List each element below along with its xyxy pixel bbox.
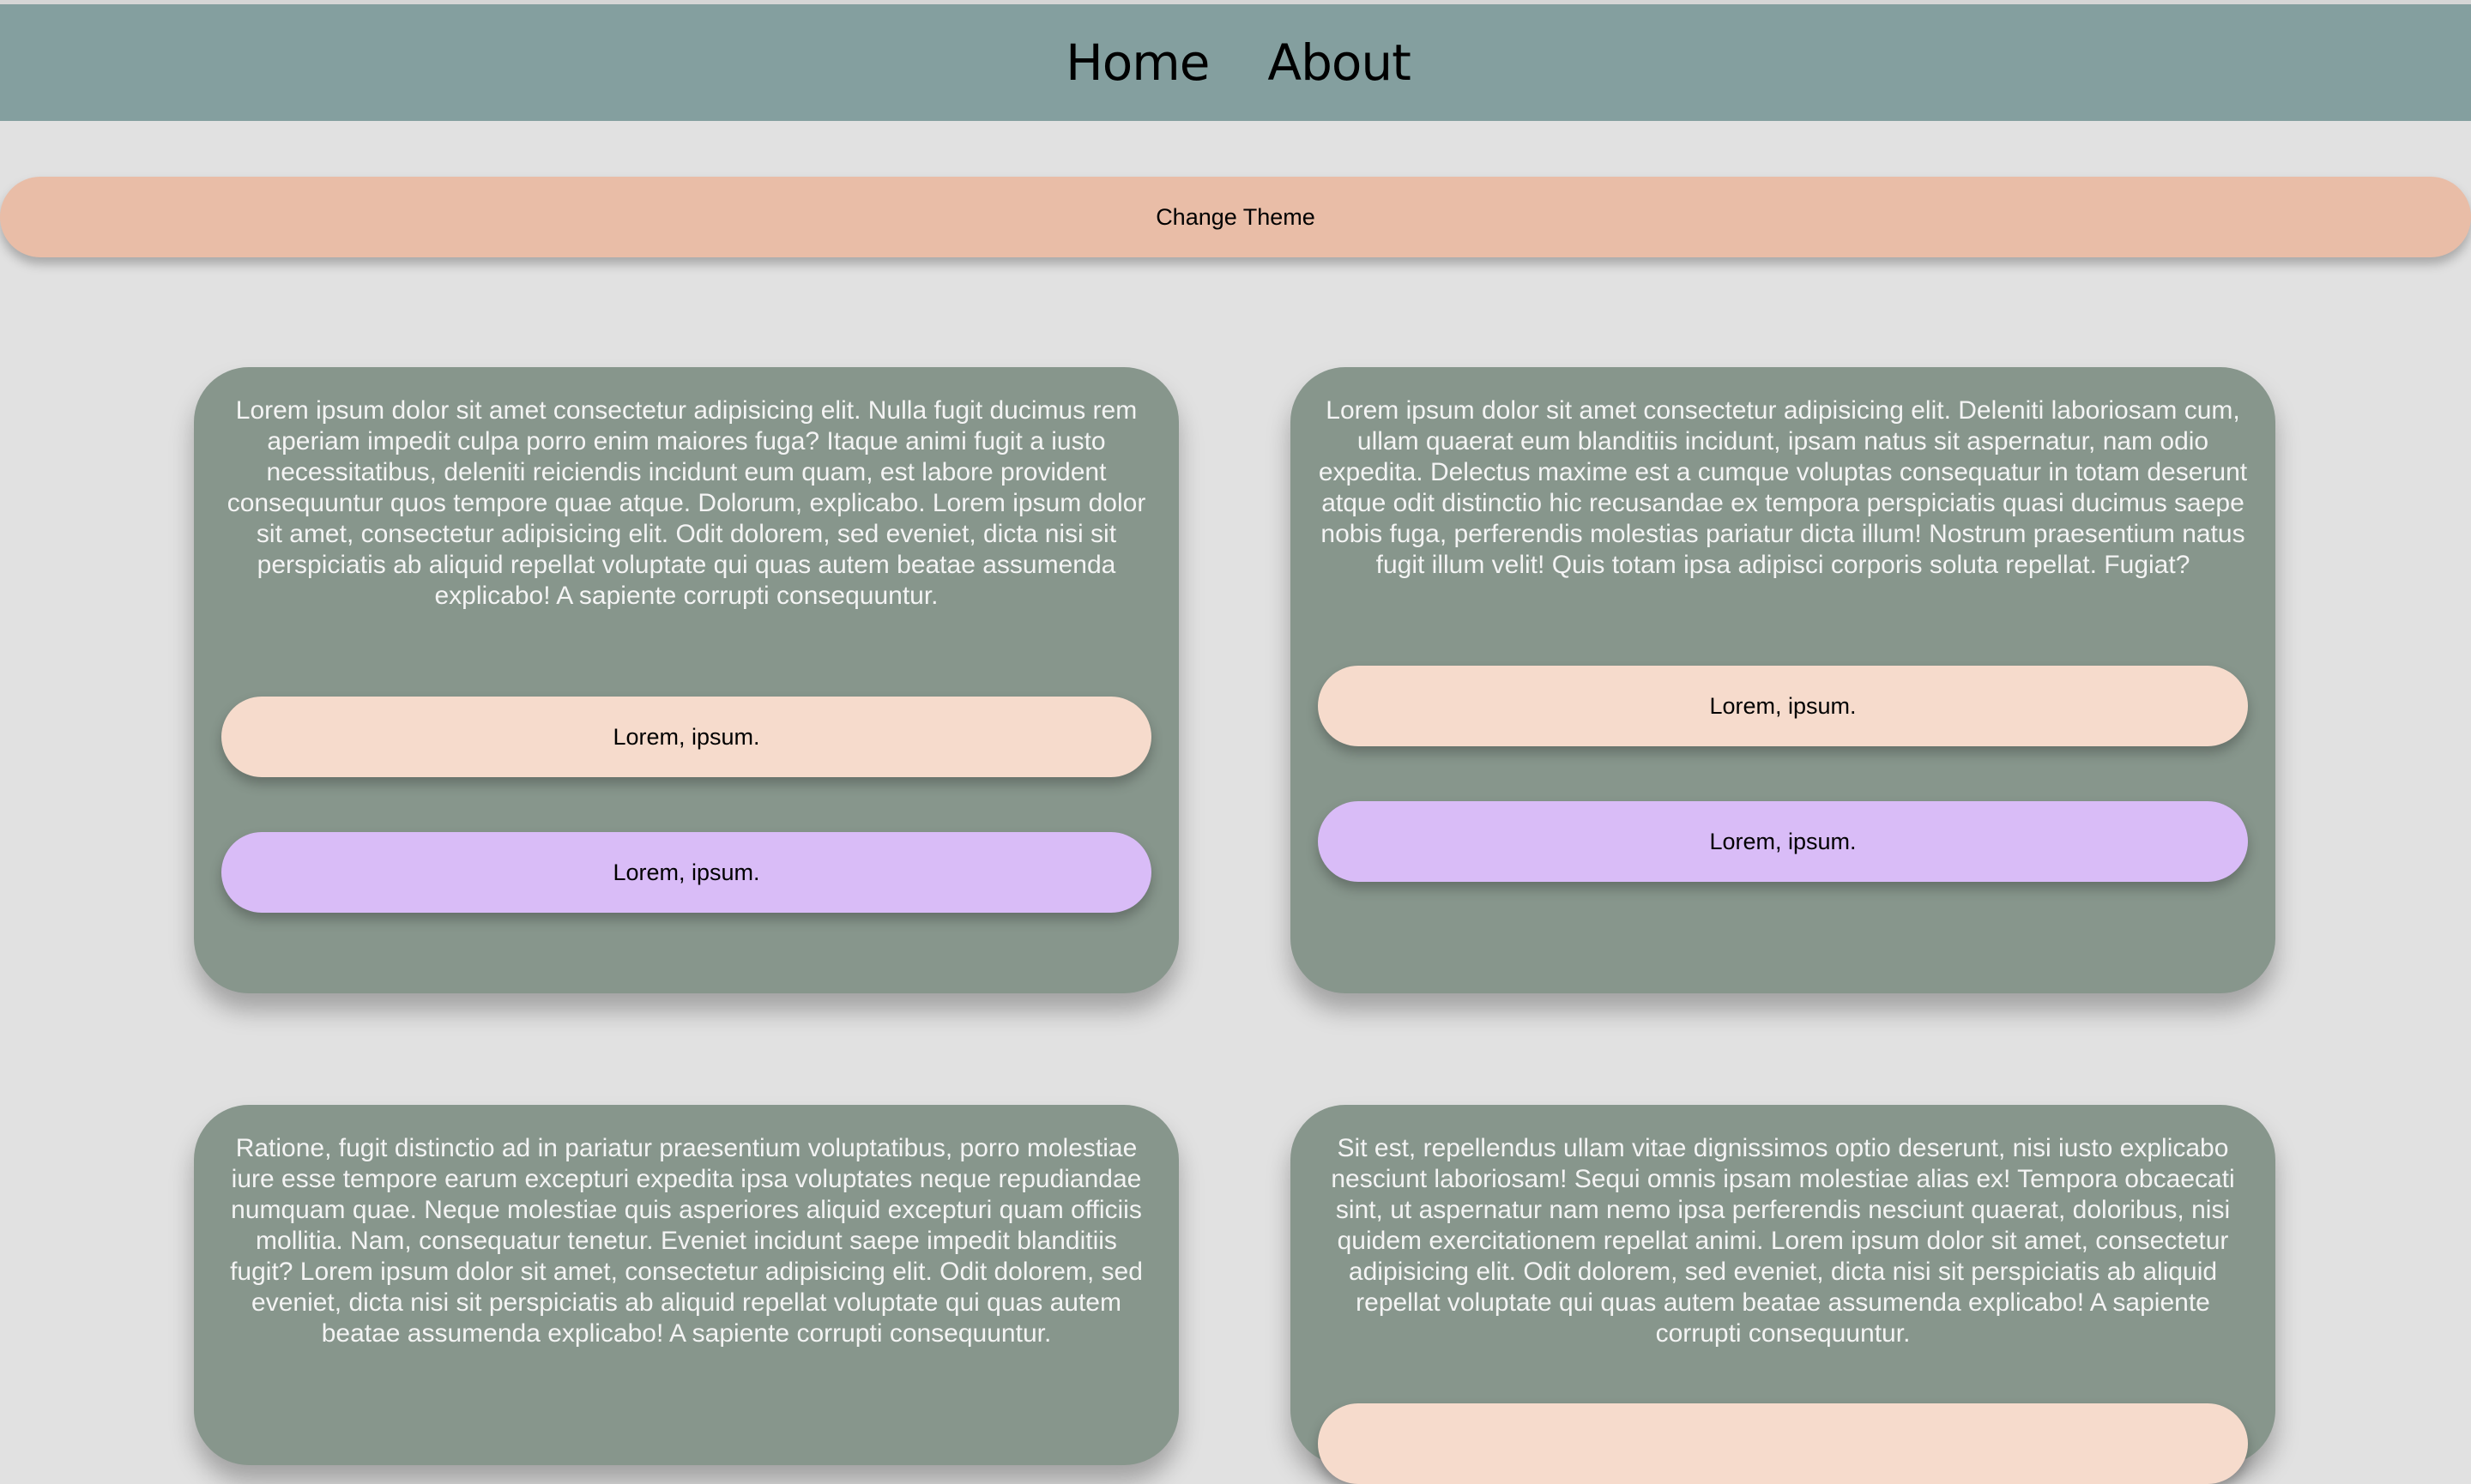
card-text: Lorem ipsum dolor sit amet consectetur adipisicing elit. Nulla fugit ducimus rem aperiam impedit culpa porro enim maiores fuga? Itaque animi fugit a iusto necessitatibus, deleniti reiciendis incidunt eum quam, est labore provident consequuntur quos tempore quae atque. Dolorum, explicabo. Lorem ipsum dolor sit amet, consectetur adipisicing elit. Odit dolorem, sed eveniet, dicta nisi sit perspiciatis ab aliquid repellat voluptate qui quas autem beatae assumenda explicabo! A sapiente corrupti consequuntur.	[227, 396, 1146, 610]
card-primary-button[interactable]: Lorem, ipsum.	[221, 697, 1151, 777]
card-primary-button[interactable]: Lorem, ipsum.	[1318, 666, 2248, 746]
change-theme-button[interactable]: Change Theme	[0, 177, 2471, 257]
card-secondary-button[interactable]: Lorem, ipsum.	[221, 832, 1151, 913]
content-card	[1290, 1105, 2275, 1465]
card-text: Sit est, repellendus ullam vitae dignissimos optio deserunt, nisi iusto explicabo nesciunt laboriosam! Sequi omnis ipsam molestiae alias ex! Tempora obcaecati sint, ut aspernatur nam nemo ipsa perferendis nesciunt quaerat, doloribus, nisi quidem exercitationem repellat animi. Lorem ipsum dolor sit amet, consectetur adipisicing elit. Odit dolorem, sed eveniet, dicta nisi sit perspiciatis ab aliquid repellat voluptate qui quas autem beatae assumenda explicabo! A sapiente corrupti consequuntur.	[1331, 1134, 2235, 1348]
top-nav	[0, 4, 2471, 121]
content-card	[194, 367, 1179, 993]
content-card	[194, 1105, 1179, 1465]
card-text: Ratione, fugit distinctio ad in pariatur praesentium voluptatibus, porro molestiae iure esse tempore earum excepturi expedita ipsa voluptates neque repudiandae numquam quae. Neque molestiae quis asperiores aliquid excepturi quam officiis mollitia. Nam, consequatur tenetur. Eveniet incidunt saepe impedit blanditiis fugit? Lorem ipsum dolor sit amet, consectetur adipisicing elit. Odit dolorem, sed eveniet, dicta nisi sit perspiciatis ab aliquid repellat voluptate qui quas autem beatae assumenda explicabo! A sapiente corrupti consequuntur.	[230, 1134, 1143, 1348]
content-card	[1290, 367, 2275, 993]
card-text: Lorem ipsum dolor sit amet consectetur adipisicing elit. Deleniti laboriosam cum, ullam quaerat eum blanditiis incidunt, ipsam natus sit aspernatur, nam odio expedita. Delectus maxime est a cumque voluptas consequatur in totam deserunt atque odit distinctio hic recusandae ex tempora perspiciatis quasi ducimus saepe nobis fuga, perferendis molestias pariatur dicta illum! Nostrum praesentium natus fugit illum velit! Quis totam ipsa adipisci corporis soluta repellat. Fugiat?	[1318, 396, 2248, 579]
nav-link-home[interactable]: Home	[1066, 33, 1210, 92]
card-secondary-button[interactable]: Lorem, ipsum.	[1318, 801, 2248, 882]
nav-link-about[interactable]: About	[1267, 33, 1411, 92]
card-primary-button[interactable]	[1318, 1403, 2248, 1484]
